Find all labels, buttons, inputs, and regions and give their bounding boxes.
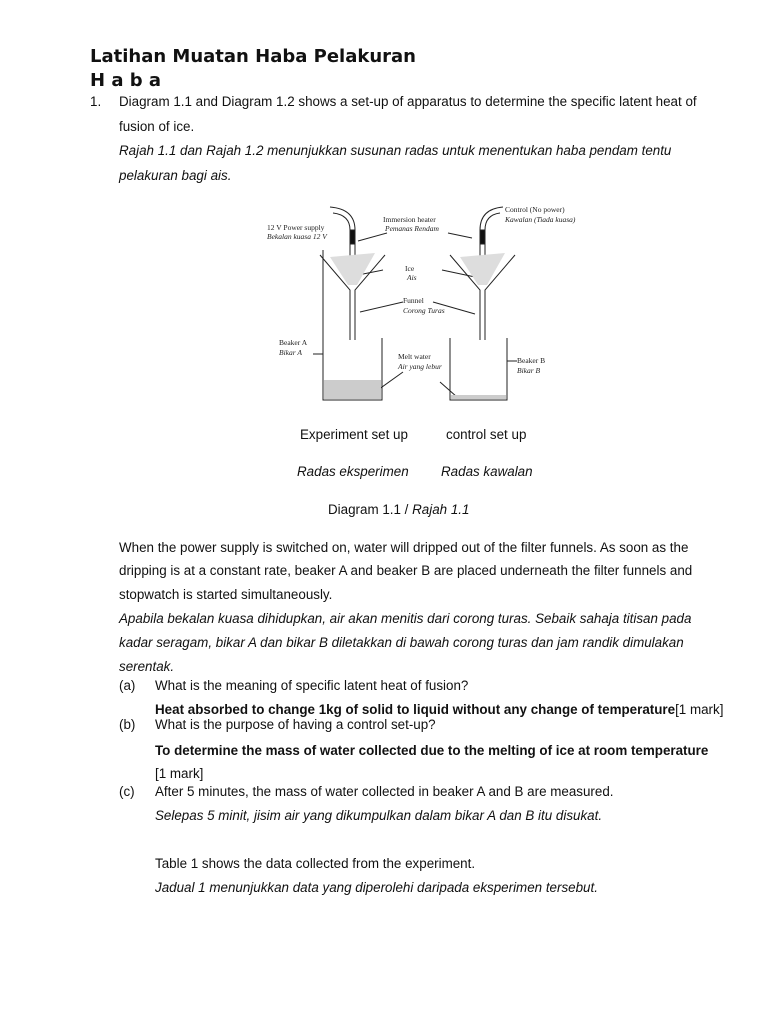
label-beaker-b: Beaker B	[517, 356, 546, 365]
para-en-2: dripping is at a constant rate, beaker A and beaker B are placed underneath the filter funnels and	[119, 563, 693, 578]
para-en-3: stopwatch is started simultaneously.	[119, 587, 333, 602]
caption-control: control set up	[446, 427, 527, 442]
label-heater: Immersion heater	[383, 215, 436, 224]
caption-experiment: Experiment set up	[300, 427, 408, 442]
q1-text-ms-2: pelakuran bagi ais.	[119, 168, 232, 183]
diagram-label-ms: Rajah 1.1	[412, 502, 470, 517]
label-control-ms: Kawalan (Tiada kuasa)	[505, 215, 576, 224]
label-ice: Ice	[405, 264, 415, 273]
label-heater-ms: Pemanas Rendam	[385, 224, 439, 233]
page-title: Latihan Muatan Haba Pelakuran	[90, 46, 416, 67]
part-a-label: (a)	[119, 678, 136, 693]
apparatus-diagram	[255, 195, 605, 415]
part-c-label: (c)	[119, 784, 135, 799]
melt-water-b	[451, 395, 506, 399]
q1-text-en-1: Diagram 1.1 and Diagram 1.2 shows a set-up of apparatus to determine the specific latent heat of	[119, 94, 697, 109]
label-ice-ms: Ais	[407, 273, 417, 282]
part-c-question: After 5 minutes, the mass of water collected in beaker A and B are measured.	[155, 784, 614, 799]
part-b-answer: To determine the mass of water collected due to the melting of ice at room temperature	[155, 743, 709, 758]
melt-water-a	[324, 380, 381, 399]
part-b-label: (b)	[119, 717, 136, 732]
label-power-supply-ms: Bekalan kuasa 12 V	[267, 232, 327, 241]
label-beaker-b-ms: Bikar B	[517, 366, 541, 375]
part-a-answer-line	[155, 702, 723, 718]
part-b-mark: [1 mark]	[155, 766, 204, 781]
ice	[330, 253, 505, 285]
part-b-question: What is the purpose of having a control set-up?	[155, 717, 436, 732]
part-c-question-ms: Selepas 5 minit, jisim air yang dikumpulkan dalam bikar A dan B itu disukat.	[155, 808, 603, 823]
table-intro-ms: Jadual 1 menunjukkan data yang diperolehi daripada eksperimen tersebut.	[155, 880, 598, 895]
label-beaker-a-ms: Bikar A	[279, 348, 302, 357]
label-funnel-ms: Corong Turas	[403, 306, 445, 315]
table-intro-en: Table 1 shows the data collected from the experiment.	[155, 856, 476, 871]
para-en-1: When the power supply is switched on, water will dripped out of the filter funnels. As soon as the	[119, 540, 689, 555]
part-a-answer: Heat absorbed to change 1kg of solid to liquid without any change of temperature	[155, 702, 676, 717]
part-a-question: What is the meaning of specific latent heat of fusion?	[155, 678, 469, 693]
label-funnel: Funnel	[403, 296, 424, 305]
q1-text-ms-1: Rajah 1.1 dan Rajah 1.2 menunjukkan susunan radas untuk menentukan haba pendam tentu	[119, 143, 672, 158]
caption-control-ms: Radas kawalan	[441, 464, 533, 479]
left-heater	[350, 230, 355, 244]
diagram-caption	[328, 502, 469, 518]
label-melt-water: Melt water	[398, 352, 431, 361]
label-control: Control (No power)	[505, 205, 565, 214]
beaker-b	[450, 338, 507, 400]
diagram-label: Diagram 1.1 /	[328, 502, 413, 517]
label-power-supply: 12 V Power supply	[267, 223, 325, 232]
question-number: 1.	[90, 94, 102, 109]
para-ms-3: serentak.	[119, 659, 175, 674]
q1-text-en-2: fusion of ice.	[119, 119, 195, 134]
label-melt-water-ms: Air yang lebur	[398, 362, 442, 371]
right-heater	[480, 230, 485, 244]
part-a-mark: [1 mark]	[675, 702, 724, 717]
page-subtitle: H a b a	[90, 70, 162, 91]
para-ms-2: kadar seragam, bikar A dan bikar B diletakkan di bawah corong turas dan jam randik dimulakan	[119, 635, 684, 650]
label-beaker-a: Beaker A	[279, 338, 308, 347]
para-ms-1: Apabila bekalan kuasa dihidupkan, air akan menitis dari corong turas. Sebaik sahaja titisan pada	[119, 611, 692, 626]
caption-experiment-ms: Radas eksperimen	[297, 464, 409, 479]
